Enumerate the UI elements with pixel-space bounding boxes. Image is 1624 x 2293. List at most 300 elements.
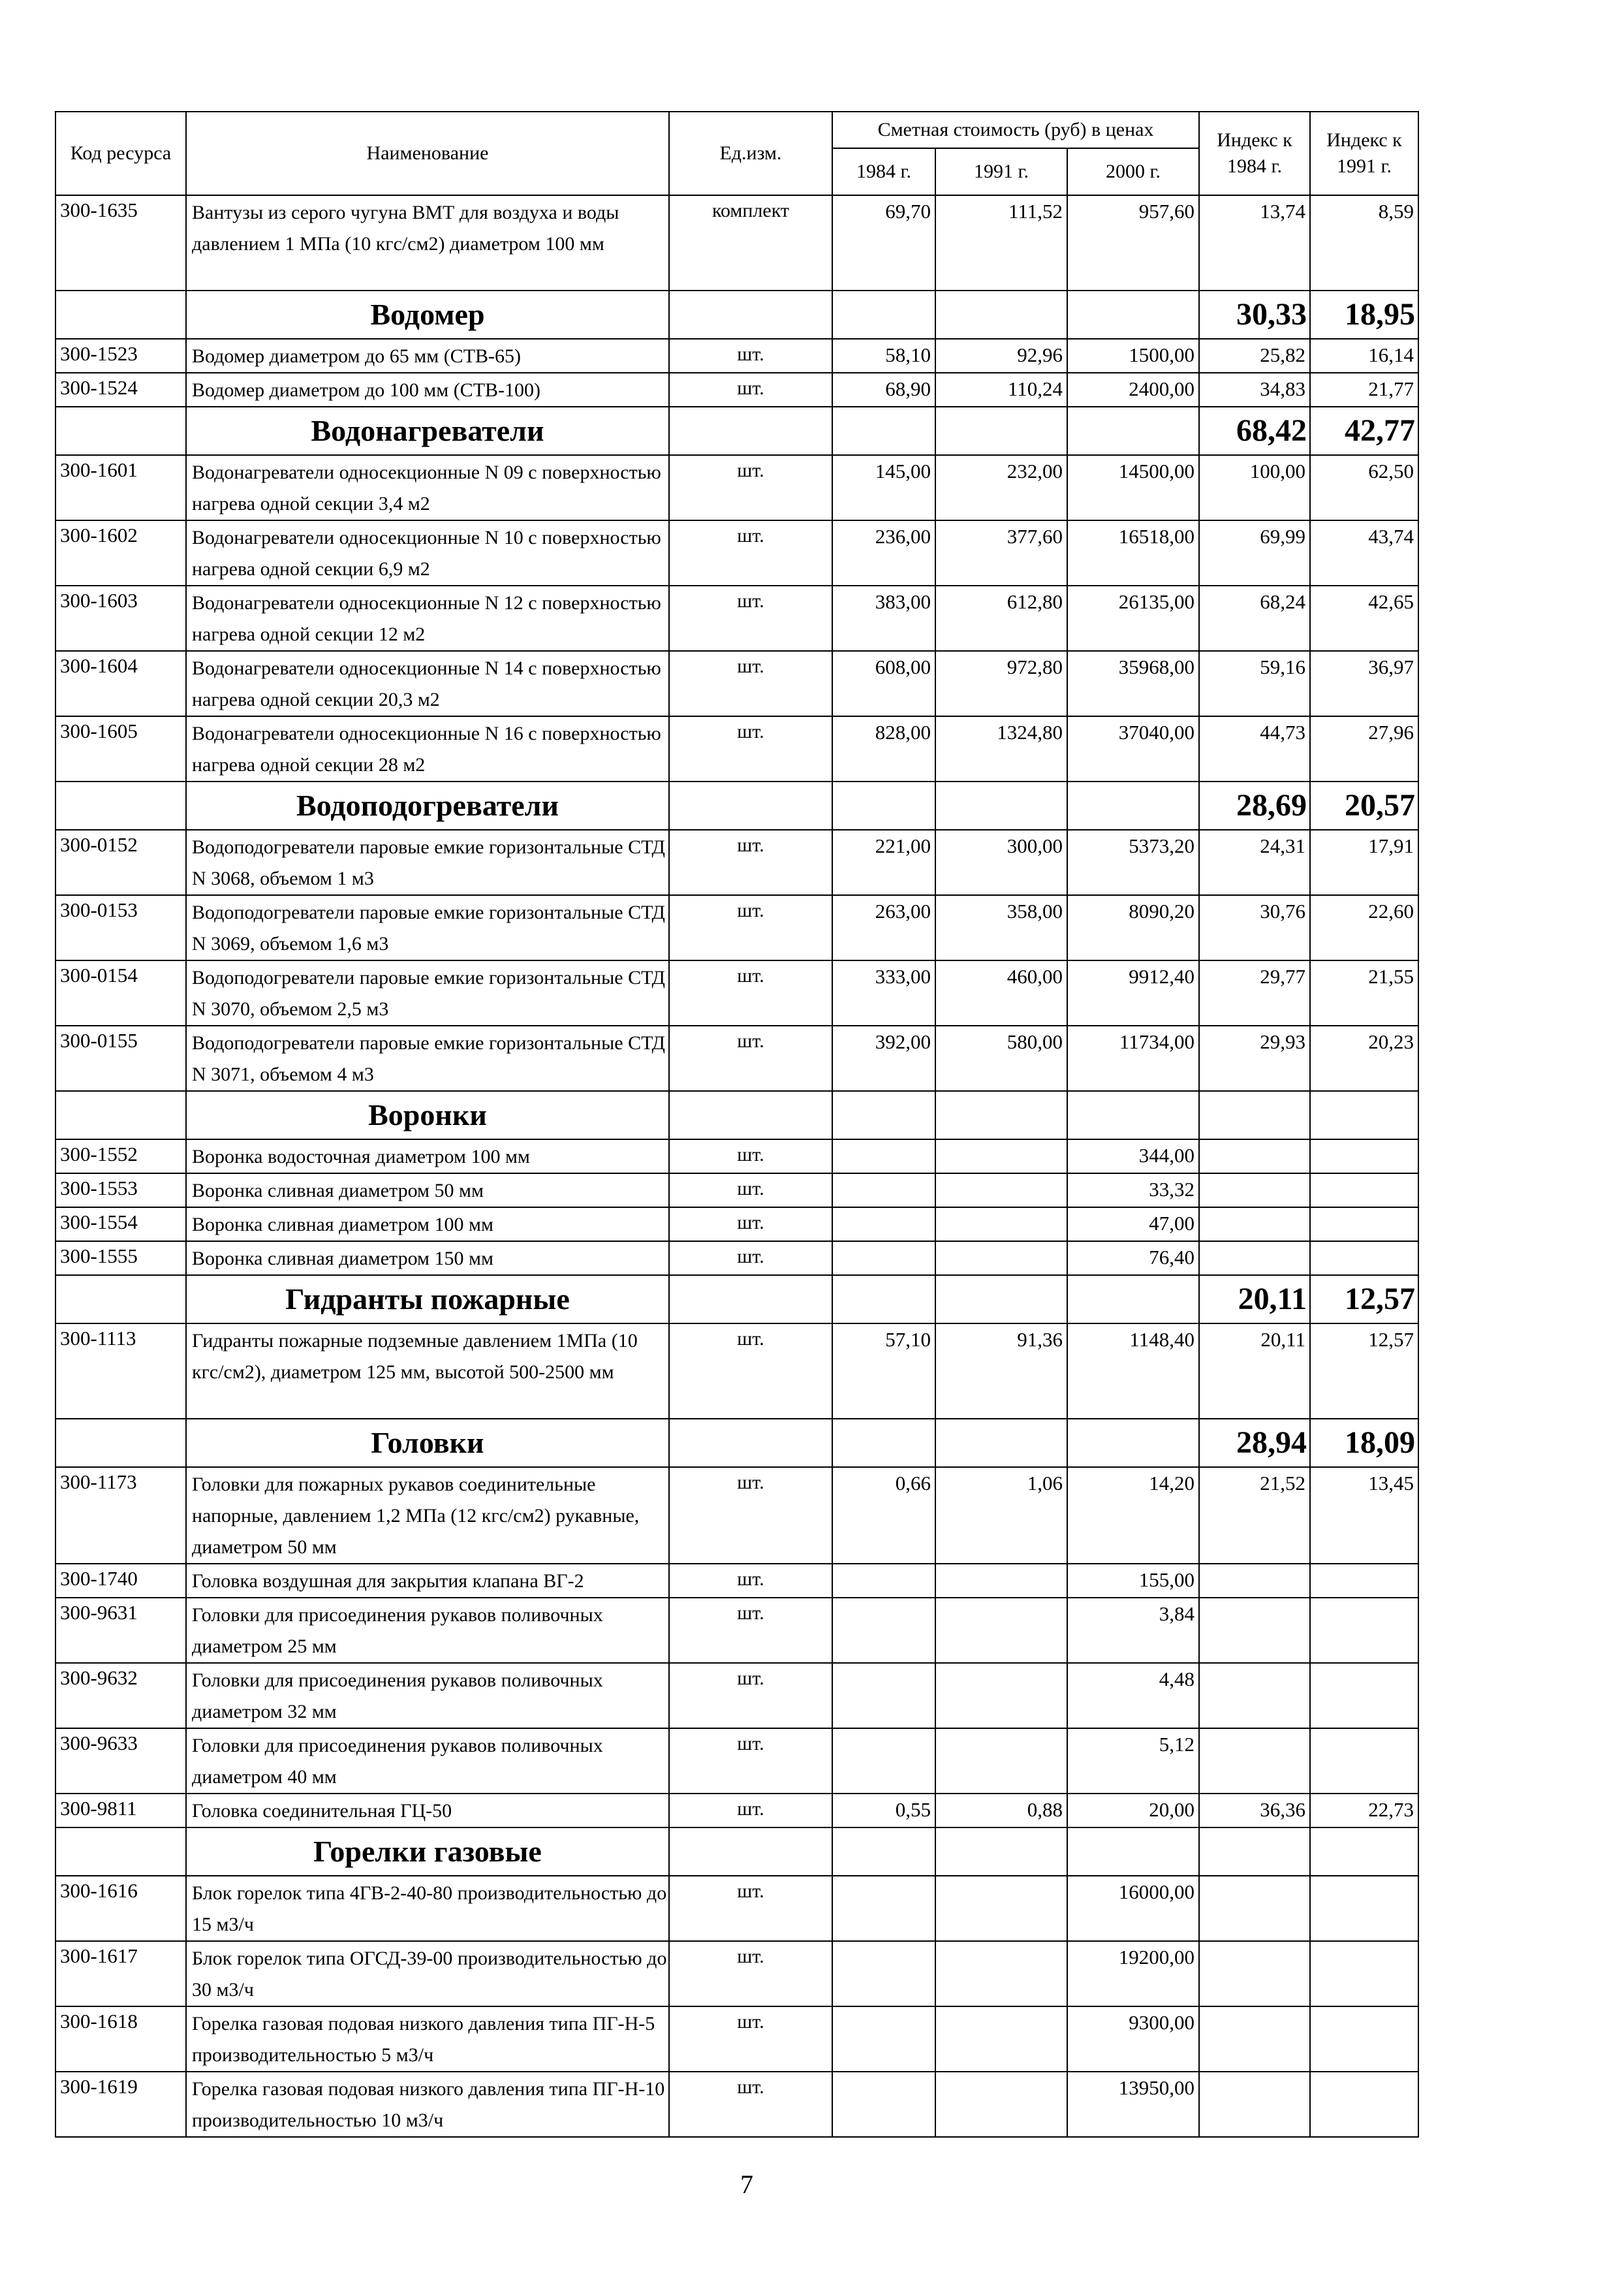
table-row <box>55 373 1418 407</box>
index-1984 <box>1199 1941 1310 2006</box>
section-2000-cell <box>1067 1275 1199 1323</box>
resource-name: Водоподогреватели паровые емкие горизонтальные СТД N 3068, объемом 1 м3 <box>186 830 669 895</box>
resource-code: 300-9631 <box>55 1598 186 1663</box>
price-1991 <box>935 1876 1067 1941</box>
price-2000: 155,00 <box>1067 1564 1199 1598</box>
resource-code: 300-0154 <box>55 960 186 1026</box>
price-1991: 377,60 <box>935 520 1067 586</box>
index-1991: 16,14 <box>1310 339 1418 373</box>
price-1984: 392,00 <box>832 1026 935 1091</box>
section-code-cell <box>55 291 186 339</box>
section-title: Водомер <box>186 291 669 339</box>
resource-name: Воронка сливная диаметром 50 мм <box>186 1173 669 1207</box>
index-1984 <box>1199 1241 1310 1275</box>
section-index-1984: 68,42 <box>1199 407 1310 455</box>
index-1984: 36,36 <box>1199 1794 1310 1827</box>
index-1991: 21,77 <box>1310 373 1418 407</box>
unit-cell: шт. <box>669 1941 832 2006</box>
unit-cell: шт. <box>669 586 832 651</box>
index-1984 <box>1199 2072 1310 2137</box>
index-1984: 13,74 <box>1199 195 1310 291</box>
unit-cell: шт. <box>669 830 832 895</box>
price-2000: 2400,00 <box>1067 373 1199 407</box>
resource-name: Головки для пожарных рукавов соединительные напорные, давлением 1,2 МПа (12 кгс/см2) рукавные, диаметром 50 мм <box>186 1467 669 1564</box>
price-1991: 358,00 <box>935 895 1067 960</box>
section-code-cell <box>55 1091 186 1139</box>
header-code: Код ресурса <box>55 112 186 195</box>
section-index-1984: 30,33 <box>1199 291 1310 339</box>
price-1984: 221,00 <box>832 830 935 895</box>
table-row <box>55 1241 1418 1275</box>
index-1991 <box>1310 1728 1418 1794</box>
index-1991: 62,50 <box>1310 455 1418 520</box>
unit-cell: шт. <box>669 1026 832 1091</box>
price-2000: 47,00 <box>1067 1207 1199 1241</box>
price-1991: 92,96 <box>935 339 1067 373</box>
section-title: Водоподогреватели <box>186 782 669 830</box>
price-2000: 33,32 <box>1067 1173 1199 1207</box>
index-1991 <box>1310 1207 1418 1241</box>
index-1984: 100,00 <box>1199 455 1310 520</box>
resource-name: Головка соединительная ГЦ-50 <box>186 1794 669 1827</box>
index-1984: 59,16 <box>1199 651 1310 716</box>
price-1991: 612,80 <box>935 586 1067 651</box>
section-row <box>55 407 1418 455</box>
price-1984 <box>832 2006 935 2072</box>
index-1991 <box>1310 1598 1418 1663</box>
section-title: Водонагреватели <box>186 407 669 455</box>
table-row <box>55 1173 1418 1207</box>
table-row <box>55 339 1418 373</box>
resource-name: Водоподогреватели паровые емкие горизонтальные СТД N 3070, объемом 2,5 м3 <box>186 960 669 1026</box>
resource-code: 300-1740 <box>55 1564 186 1598</box>
table-row <box>55 716 1418 782</box>
header-year-1991: 1991 г. <box>935 148 1067 195</box>
price-1991: 580,00 <box>935 1026 1067 1091</box>
resource-code: 300-1524 <box>55 373 186 407</box>
price-1991 <box>935 1663 1067 1728</box>
price-2000: 19200,00 <box>1067 1941 1199 2006</box>
unit-cell: шт. <box>669 1876 832 1941</box>
section-index-1991: 20,57 <box>1310 782 1418 830</box>
price-1991: 460,00 <box>935 960 1067 1026</box>
resource-code: 300-1554 <box>55 1207 186 1241</box>
resource-code: 300-1602 <box>55 520 186 586</box>
header-index-1991: Индекс к 1991 г. <box>1310 112 1418 195</box>
unit-cell: шт. <box>669 1139 832 1173</box>
price-2000: 20,00 <box>1067 1794 1199 1827</box>
header-year-2000: 2000 г. <box>1067 148 1199 195</box>
section-unit-cell <box>669 1091 832 1139</box>
resource-code: 300-1601 <box>55 455 186 520</box>
price-2000: 3,84 <box>1067 1598 1199 1663</box>
section-1984-cell <box>832 1275 935 1323</box>
index-1991: 36,97 <box>1310 651 1418 716</box>
price-1991: 972,80 <box>935 651 1067 716</box>
price-2000: 16000,00 <box>1067 1876 1199 1941</box>
table-row <box>55 2072 1418 2137</box>
resource-name: Гидранты пожарные подземные давлением 1МПа (10 кгс/см2), диаметром 125 мм, высотой 500-2500 мм <box>186 1323 669 1419</box>
index-1984: 44,73 <box>1199 716 1310 782</box>
section-2000-cell <box>1067 782 1199 830</box>
index-1991: 8,59 <box>1310 195 1418 291</box>
section-1991-cell <box>935 1827 1067 1876</box>
price-1984 <box>832 1564 935 1598</box>
section-row <box>55 782 1418 830</box>
index-1991: 43,74 <box>1310 520 1418 586</box>
section-1984-cell <box>832 782 935 830</box>
section-index-1984: 28,69 <box>1199 782 1310 830</box>
resource-code: 300-1635 <box>55 195 186 291</box>
section-2000-cell <box>1067 1091 1199 1139</box>
unit-cell: шт. <box>669 455 832 520</box>
section-row <box>55 1091 1418 1139</box>
index-1991: 21,55 <box>1310 960 1418 1026</box>
index-1984 <box>1199 2006 1310 2072</box>
index-1991 <box>1310 1564 1418 1598</box>
section-title: Воронки <box>186 1091 669 1139</box>
section-1991-cell <box>935 291 1067 339</box>
price-1991: 110,24 <box>935 373 1067 407</box>
index-1984: 29,93 <box>1199 1026 1310 1091</box>
price-2000: 5,12 <box>1067 1728 1199 1794</box>
resource-name: Головка воздушная для закрытия клапана ВГ-2 <box>186 1564 669 1598</box>
price-1991 <box>935 1941 1067 2006</box>
resource-code: 300-1616 <box>55 1876 186 1941</box>
section-2000-cell <box>1067 1419 1199 1467</box>
price-1984: 58,10 <box>832 339 935 373</box>
table-row <box>55 895 1418 960</box>
resource-code: 300-9633 <box>55 1728 186 1794</box>
section-unit-cell <box>669 407 832 455</box>
index-1984: 25,82 <box>1199 339 1310 373</box>
index-1991: 13,45 <box>1310 1467 1418 1564</box>
section-unit-cell <box>669 1275 832 1323</box>
section-code-cell <box>55 1419 186 1467</box>
price-2000: 8090,20 <box>1067 895 1199 960</box>
price-1991: 0,88 <box>935 1794 1067 1827</box>
unit-cell: шт. <box>669 1564 832 1598</box>
price-1984 <box>832 2072 935 2137</box>
price-1984 <box>832 1207 935 1241</box>
resource-code: 300-9632 <box>55 1663 186 1728</box>
section-index-1991: 18,09 <box>1310 1419 1418 1467</box>
section-unit-cell <box>669 291 832 339</box>
resource-name: Водонагреватели односекционные N 10 с поверхностью нагрева одной секции 6,9 м2 <box>186 520 669 586</box>
price-1984 <box>832 1139 935 1173</box>
price-1991: 1324,80 <box>935 716 1067 782</box>
index-1991: 17,91 <box>1310 830 1418 895</box>
unit-cell: шт. <box>669 1598 832 1663</box>
section-code-cell <box>55 782 186 830</box>
table-row <box>55 586 1418 651</box>
section-unit-cell <box>669 1419 832 1467</box>
index-1984 <box>1199 1139 1310 1173</box>
section-1991-cell <box>935 1419 1067 1467</box>
page-number: 7 <box>740 2170 753 2199</box>
resource-name: Головки для присоединения рукавов поливочных диаметром 40 мм <box>186 1728 669 1794</box>
index-1984: 34,83 <box>1199 373 1310 407</box>
price-1984: 0,66 <box>832 1467 935 1564</box>
table-row <box>55 1207 1418 1241</box>
unit-cell: шт. <box>669 2006 832 2072</box>
price-1991 <box>935 1728 1067 1794</box>
table-row <box>55 520 1418 586</box>
table-body <box>55 195 1418 2137</box>
section-index-1991: 12,57 <box>1310 1275 1418 1323</box>
unit-cell: шт. <box>669 339 832 373</box>
index-1984 <box>1199 1564 1310 1598</box>
section-index-1991: 18,95 <box>1310 291 1418 339</box>
resource-name: Блок горелок типа ОГСД-39-00 производительностью до 30 м3/ч <box>186 1941 669 2006</box>
section-row <box>55 1827 1418 1876</box>
price-1984: 69,70 <box>832 195 935 291</box>
price-1984 <box>832 1598 935 1663</box>
section-2000-cell <box>1067 407 1199 455</box>
price-2000: 26135,00 <box>1067 586 1199 651</box>
resource-code: 300-1552 <box>55 1139 186 1173</box>
unit-cell: шт. <box>669 1241 832 1275</box>
price-1984 <box>832 1876 935 1941</box>
index-1991: 12,57 <box>1310 1323 1418 1419</box>
section-1984-cell <box>832 1827 935 1876</box>
header-index-1984: Индекс к 1984 г. <box>1199 112 1310 195</box>
index-1991 <box>1310 1941 1418 2006</box>
section-1991-cell <box>935 407 1067 455</box>
section-index-1984: 28,94 <box>1199 1419 1310 1467</box>
resource-code: 300-0155 <box>55 1026 186 1091</box>
index-1984: 30,76 <box>1199 895 1310 960</box>
section-1991-cell <box>935 782 1067 830</box>
resource-code: 300-1617 <box>55 1941 186 2006</box>
price-2000: 14,20 <box>1067 1467 1199 1564</box>
index-1991: 22,73 <box>1310 1794 1418 1827</box>
resource-code: 300-1555 <box>55 1241 186 1275</box>
price-1984 <box>832 1241 935 1275</box>
price-2000: 957,60 <box>1067 195 1199 291</box>
index-1984 <box>1199 1207 1310 1241</box>
resource-code: 300-1523 <box>55 339 186 373</box>
resource-code: 300-1619 <box>55 2072 186 2137</box>
price-2000: 5373,20 <box>1067 830 1199 895</box>
price-2000: 1500,00 <box>1067 339 1199 373</box>
price-1984: 57,10 <box>832 1323 935 1419</box>
resource-name: Воронка сливная диаметром 150 мм <box>186 1241 669 1275</box>
section-index-1991: 42,77 <box>1310 407 1418 455</box>
price-1984 <box>832 1663 935 1728</box>
table-row <box>55 455 1418 520</box>
price-1984 <box>832 1173 935 1207</box>
section-row <box>55 1275 1418 1323</box>
section-2000-cell <box>1067 1827 1199 1876</box>
resource-name: Водомер диаметром до 65 мм (СТВ-65) <box>186 339 669 373</box>
price-1984: 68,90 <box>832 373 935 407</box>
resource-name: Горелка газовая подовая низкого давления типа ПГ-Н-10 производительностью 10 м3/ч <box>186 2072 669 2137</box>
price-2000: 9912,40 <box>1067 960 1199 1026</box>
unit-cell: шт. <box>669 1323 832 1419</box>
table-row <box>55 1876 1418 1941</box>
section-title: Гидранты пожарные <box>186 1275 669 1323</box>
price-table <box>55 111 1419 2138</box>
price-1984 <box>832 1941 935 2006</box>
price-1991: 111,52 <box>935 195 1067 291</box>
price-2000: 14500,00 <box>1067 455 1199 520</box>
index-1984 <box>1199 1173 1310 1207</box>
price-1991 <box>935 1207 1067 1241</box>
price-1991 <box>935 2006 1067 2072</box>
index-1984 <box>1199 1728 1310 1794</box>
unit-cell: шт. <box>669 1794 832 1827</box>
table-row <box>55 2006 1418 2072</box>
table-row <box>55 1564 1418 1598</box>
resource-name: Блок горелок типа 4ГВ-2-40-80 производительностью до 15 м3/ч <box>186 1876 669 1941</box>
section-title: Горелки газовые <box>186 1827 669 1876</box>
header-unit: Ед.изм. <box>669 112 832 195</box>
index-1984 <box>1199 1876 1310 1941</box>
resource-name: Водонагреватели односекционные N 09 с поверхностью нагрева одной секции 3,4 м2 <box>186 455 669 520</box>
unit-cell: шт. <box>669 1467 832 1564</box>
resource-code: 300-1618 <box>55 2006 186 2072</box>
index-1991: 42,65 <box>1310 586 1418 651</box>
table-row <box>55 830 1418 895</box>
resource-name: Водонагреватели односекционные N 12 с поверхностью нагрева одной секции 12 м2 <box>186 586 669 651</box>
resource-name: Водомер диаметром до 100 мм (СТВ-100) <box>186 373 669 407</box>
price-1984: 263,00 <box>832 895 935 960</box>
unit-cell: шт. <box>669 1663 832 1728</box>
section-index-1991 <box>1310 1827 1418 1876</box>
price-1984: 828,00 <box>832 716 935 782</box>
unit-cell: комплект <box>669 195 832 291</box>
index-1991 <box>1310 1876 1418 1941</box>
table-row <box>55 960 1418 1026</box>
resource-name: Вантузы из серого чугуна ВМТ для воздуха и воды давлением 1 МПа (10 кгс/см2) диаметром 100 мм <box>186 195 669 291</box>
table-row <box>55 1323 1418 1419</box>
table-row <box>55 1941 1418 2006</box>
table-row <box>55 1026 1418 1091</box>
resource-code: 300-1173 <box>55 1467 186 1564</box>
section-1984-cell <box>832 291 935 339</box>
resource-code: 300-1603 <box>55 586 186 651</box>
unit-cell: шт. <box>669 1207 832 1241</box>
resource-name: Водонагреватели односекционные N 14 с поверхностью нагрева одной секции 20,3 м2 <box>186 651 669 716</box>
resource-code: 300-1605 <box>55 716 186 782</box>
price-1991: 1,06 <box>935 1467 1067 1564</box>
unit-cell: шт. <box>669 1728 832 1794</box>
index-1991 <box>1310 1173 1418 1207</box>
resource-name: Воронка водосточная диаметром 100 мм <box>186 1139 669 1173</box>
index-1991 <box>1310 1663 1418 1728</box>
price-1984: 383,00 <box>832 586 935 651</box>
price-1984: 145,00 <box>832 455 935 520</box>
unit-cell: шт. <box>669 895 832 960</box>
price-2000: 13950,00 <box>1067 2072 1199 2137</box>
section-unit-cell <box>669 782 832 830</box>
price-1991 <box>935 1139 1067 1173</box>
resource-code: 300-1604 <box>55 651 186 716</box>
price-2000: 35968,00 <box>1067 651 1199 716</box>
table-row <box>55 195 1418 291</box>
price-1991: 91,36 <box>935 1323 1067 1419</box>
price-2000: 4,48 <box>1067 1663 1199 1728</box>
price-2000: 37040,00 <box>1067 716 1199 782</box>
price-1984: 0,55 <box>832 1794 935 1827</box>
price-1984: 333,00 <box>832 960 935 1026</box>
price-2000: 1148,40 <box>1067 1323 1199 1419</box>
index-1984 <box>1199 1663 1310 1728</box>
table-row <box>55 1467 1418 1564</box>
table-row <box>55 1598 1418 1663</box>
section-1991-cell <box>935 1091 1067 1139</box>
section-code-cell <box>55 1827 186 1876</box>
resource-name: Водоподогреватели паровые емкие горизонтальные СТД N 3071, объемом 4 м3 <box>186 1026 669 1091</box>
price-2000: 16518,00 <box>1067 520 1199 586</box>
price-2000: 76,40 <box>1067 1241 1199 1275</box>
price-1984 <box>832 1728 935 1794</box>
table-row <box>55 651 1418 716</box>
section-unit-cell <box>669 1827 832 1876</box>
resource-code: 300-0152 <box>55 830 186 895</box>
resource-code: 300-0153 <box>55 895 186 960</box>
unit-cell: шт. <box>669 373 832 407</box>
resource-name: Воронка сливная диаметром 100 мм <box>186 1207 669 1241</box>
price-1991 <box>935 2072 1067 2137</box>
section-index-1984 <box>1199 1827 1310 1876</box>
section-index-1991 <box>1310 1091 1418 1139</box>
price-1991: 300,00 <box>935 830 1067 895</box>
index-1984: 69,99 <box>1199 520 1310 586</box>
price-2000: 9300,00 <box>1067 2006 1199 2072</box>
index-1991: 22,60 <box>1310 895 1418 960</box>
index-1984: 29,77 <box>1199 960 1310 1026</box>
price-1991: 232,00 <box>935 455 1067 520</box>
resource-code: 300-1113 <box>55 1323 186 1419</box>
section-index-1984 <box>1199 1091 1310 1139</box>
unit-cell: шт. <box>669 651 832 716</box>
section-1984-cell <box>832 1091 935 1139</box>
section-1984-cell <box>832 407 935 455</box>
price-2000: 11734,00 <box>1067 1026 1199 1091</box>
section-1984-cell <box>832 1419 935 1467</box>
index-1984: 24,31 <box>1199 830 1310 895</box>
section-code-cell <box>55 1275 186 1323</box>
unit-cell: шт. <box>669 520 832 586</box>
price-1991 <box>935 1564 1067 1598</box>
section-row <box>55 1419 1418 1467</box>
unit-cell: шт. <box>669 2072 832 2137</box>
table-row <box>55 1663 1418 1728</box>
index-1991 <box>1310 2072 1418 2137</box>
price-1991 <box>935 1598 1067 1663</box>
index-1984: 68,24 <box>1199 586 1310 651</box>
resource-name: Головки для присоединения рукавов поливочных диаметром 25 мм <box>186 1598 669 1663</box>
index-1984: 20,11 <box>1199 1323 1310 1419</box>
resource-name: Головки для присоединения рукавов поливочных диаметром 32 мм <box>186 1663 669 1728</box>
resource-name: Водоподогреватели паровые емкие горизонтальные СТД N 3069, объемом 1,6 м3 <box>186 895 669 960</box>
index-1991: 27,96 <box>1310 716 1418 782</box>
resource-code: 300-1553 <box>55 1173 186 1207</box>
unit-cell: шт. <box>669 1173 832 1207</box>
table-row <box>55 1794 1418 1827</box>
price-1984: 608,00 <box>832 651 935 716</box>
price-1984: 236,00 <box>832 520 935 586</box>
price-2000: 344,00 <box>1067 1139 1199 1173</box>
table-row <box>55 1728 1418 1794</box>
price-1991 <box>935 1241 1067 1275</box>
index-1984: 21,52 <box>1199 1467 1310 1564</box>
section-1991-cell <box>935 1275 1067 1323</box>
index-1991 <box>1310 2006 1418 2072</box>
section-index-1984: 20,11 <box>1199 1275 1310 1323</box>
